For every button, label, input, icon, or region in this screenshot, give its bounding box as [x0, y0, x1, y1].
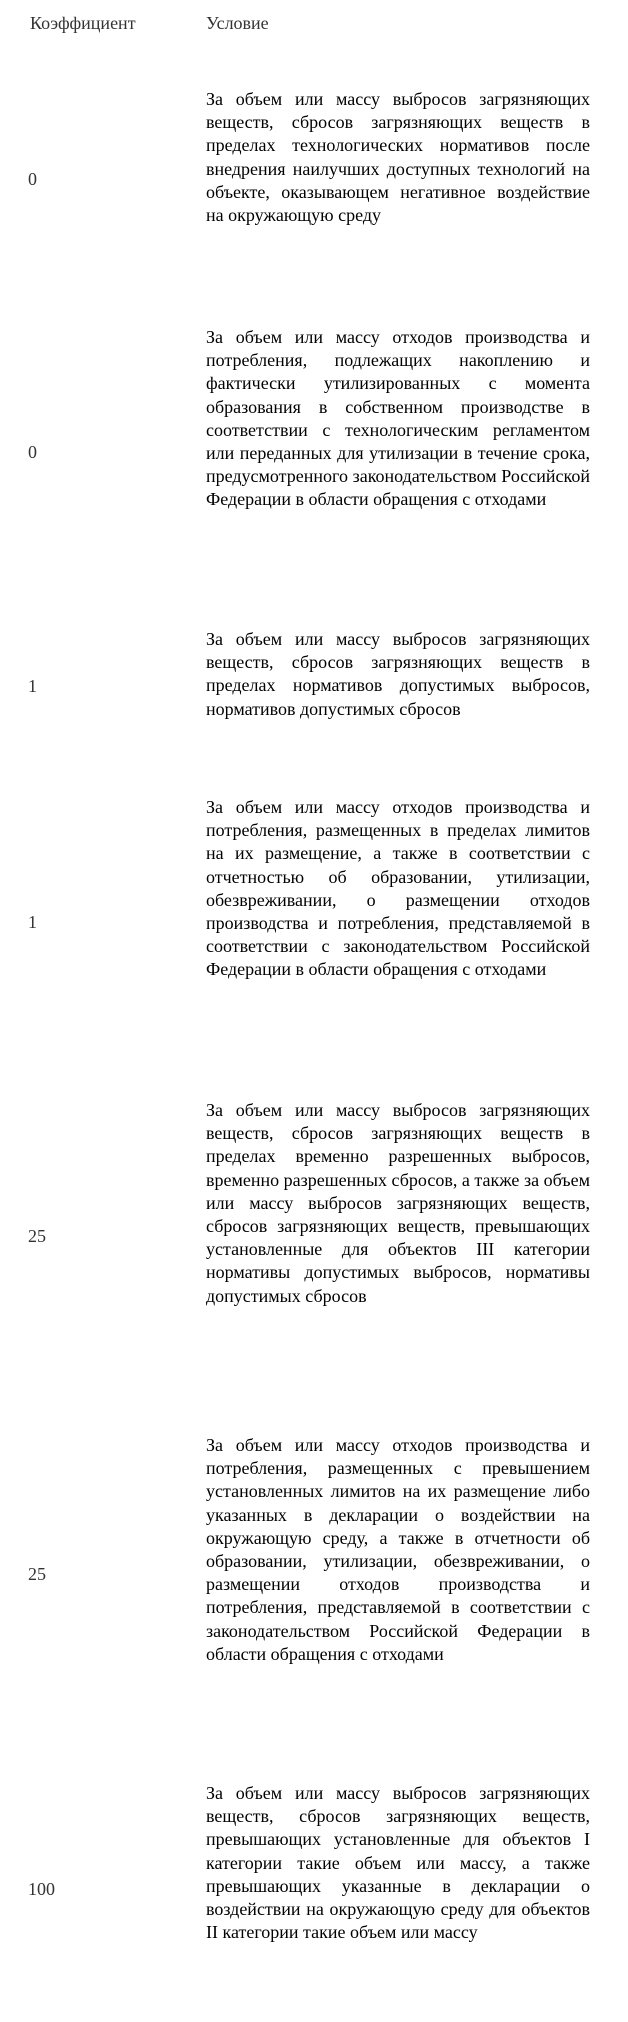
- table-row: [0, 1099, 628, 1389]
- table-row: [0, 1782, 628, 2012]
- table-row: [0, 796, 628, 1056]
- table-row: [0, 326, 628, 586]
- coefficient-value: 100: [28, 1879, 55, 1899]
- header-coefficient: Коэффициент: [30, 13, 136, 33]
- table-row: [0, 88, 628, 278]
- condition-text: За объем или массу выбросов загрязняющих веществ, сбросов загрязняющих веществ, превышающих установленные для объектов I категории такие объем или массу, а также превышающих указанные в декларации о воздействии на окружающую среду для объектов II категории такие объем или массу: [206, 1783, 590, 1943]
- condition-text: За объем или массу отходов производства и потребления, размещенных в пределах лимитов на их размещение, а также в соответствии с отчетностью об образовании, утилизации, обезвреживании, о размещении отходов производства и потребления, представляемой в соответствии с законодательством Российской Федерации в области обращения с отходами: [206, 797, 590, 980]
- table-row: [0, 1434, 628, 1734]
- condition-text: За объем или массу выбросов загрязняющих веществ, сбросов загрязняющих веществ в пределах технологических нормативов после внедрения наилучших доступных технологий на объекте, оказывающем негативное воздействие на окружающую среду: [206, 89, 590, 226]
- header-condition: Условие: [206, 13, 269, 33]
- table-header-row: [0, 12, 628, 36]
- table-row: [0, 628, 628, 748]
- coefficient-value: 0: [28, 442, 37, 462]
- coefficient-value: 25: [28, 1564, 46, 1584]
- coefficient-value: 1: [28, 912, 37, 932]
- coefficient-value: 25: [28, 1226, 46, 1246]
- coefficient-value: 1: [28, 676, 37, 696]
- condition-text: За объем или массу выбросов загрязняющих веществ, сбросов загрязняющих веществ в пределах временно разрешенных выбросов, временно разрешенных сбросов, а также за объем или массу выбросов загрязняющих веществ, сбросов загрязняющих веществ, превышающих установленные для объектов III категории нормативы допустимых выбросов, нормативы допустимых сбросов: [206, 1100, 590, 1306]
- coefficient-value: 0: [28, 169, 37, 189]
- condition-text: За объем или массу отходов производства и потребления, размещенных с превышением установленных лимитов на их размещение либо указанных в декларации о воздействии на окружающую среду, а также в отчетности об образовании, утилизации, обезвреживании, о размещении отходов производства и потребления, представляемой в соответствии с законодательством Российской Федерации в области обращения с отходами: [206, 1435, 590, 1664]
- condition-text: За объем или массу отходов производства и потребления, подлежащих накоплению и фактически утилизированных с момента образования в собственном производстве в соответствии с технологическим регламентом или переданных для утилизации в течение срока, предусмотренного законодательством Российской Федерации в области обращения с отходами: [206, 327, 590, 510]
- condition-text: За объем или массу выбросов загрязняющих веществ, сбросов загрязняющих веществ в пределах нормативов допустимых выбросов, нормативов допустимых сбросов: [206, 629, 590, 719]
